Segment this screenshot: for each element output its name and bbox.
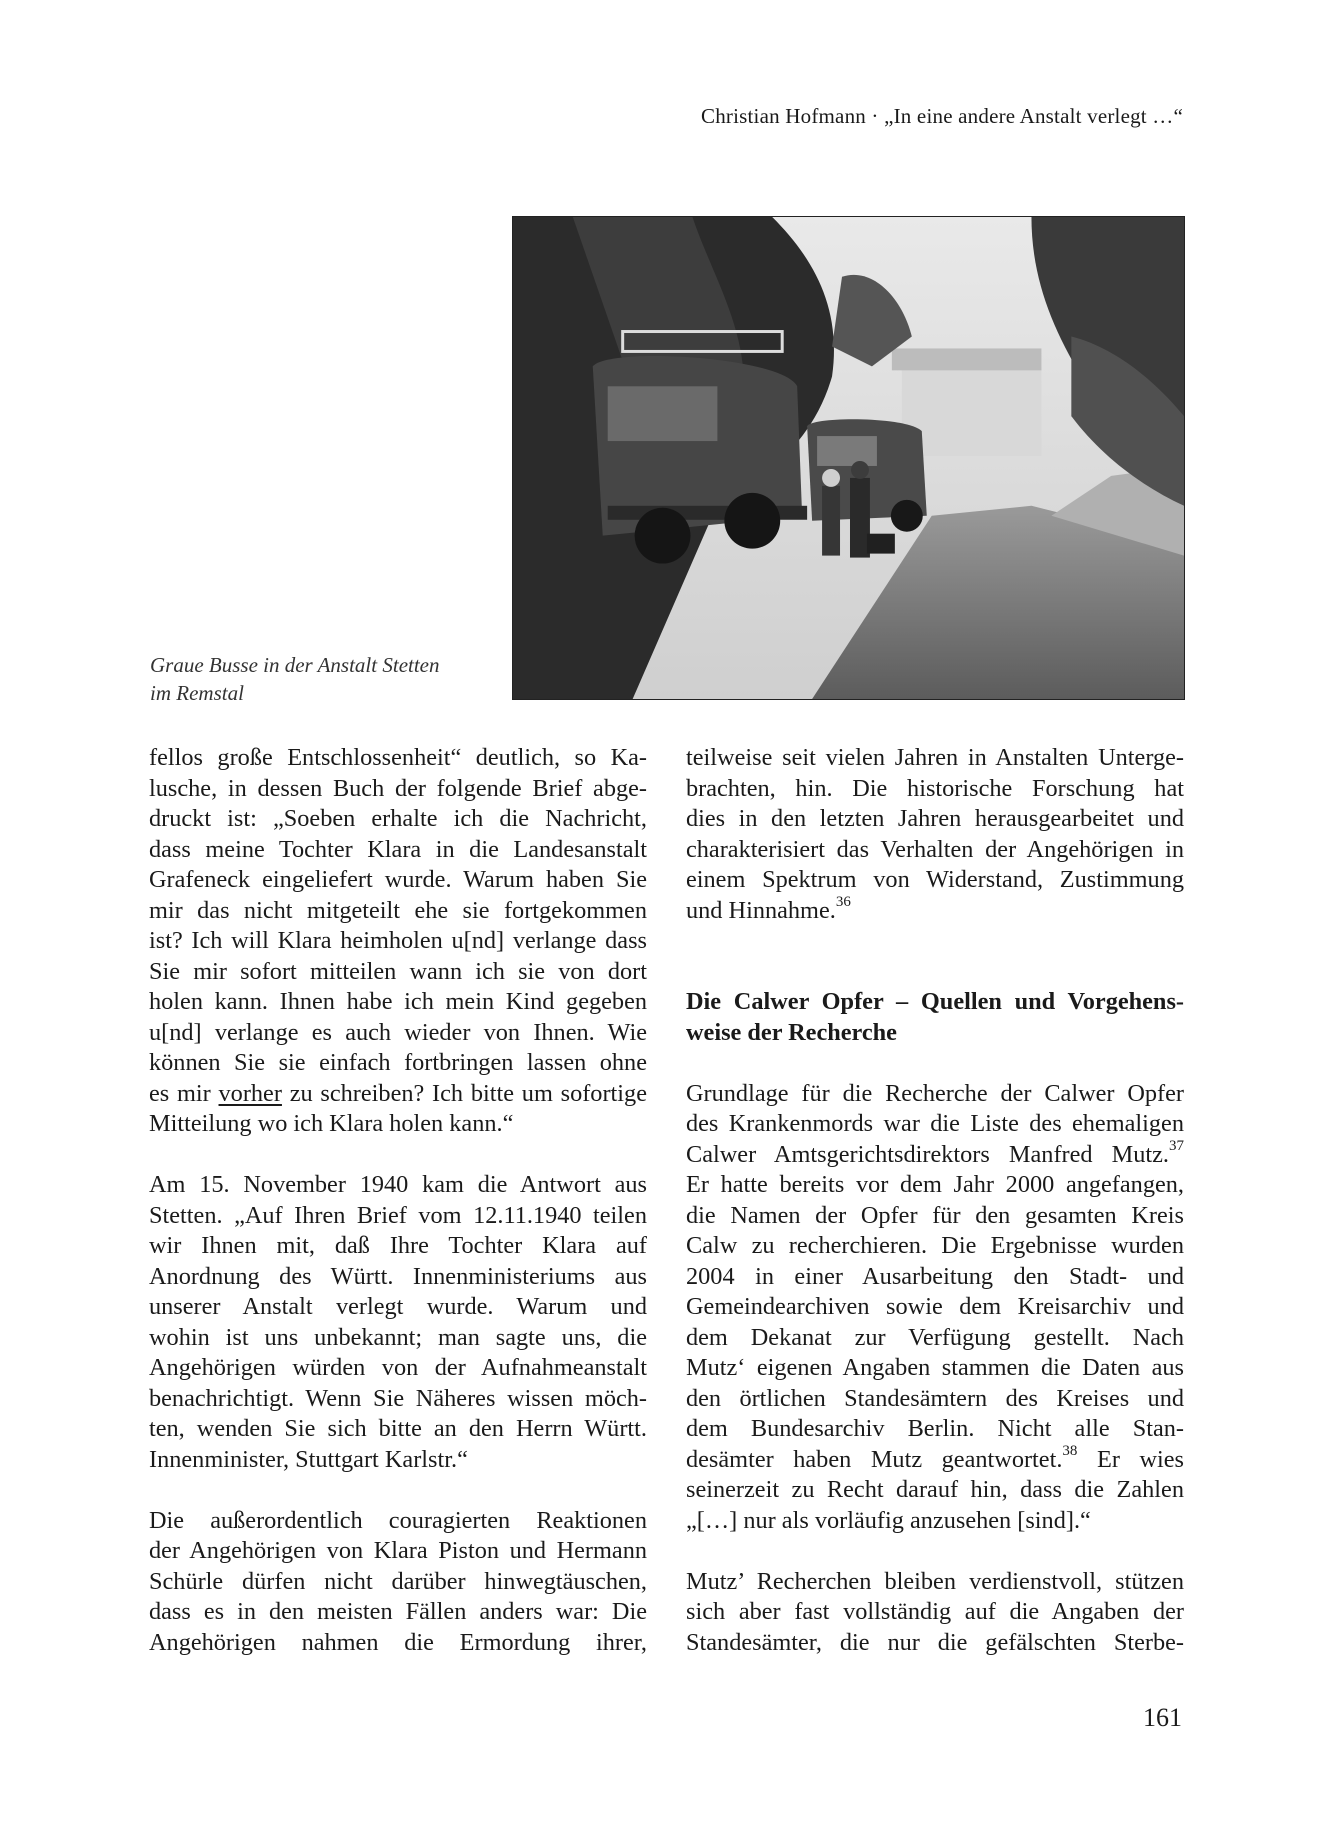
- text-line: Anordnung des Württ. Innenministeriums aus: [149, 1262, 647, 1290]
- text-segment: Er wies: [1077, 1445, 1184, 1473]
- paragraph: [149, 1506, 647, 1659]
- text-line: dass es in den meisten Fällen anders war: Die: [149, 1598, 647, 1625]
- text-line: des Krankenmords war die Liste des ehemaligen: [686, 1110, 1184, 1137]
- text-line: brachten, hin. Die historische Forschung hat: [686, 774, 1184, 802]
- text-line: die Namen der Opfer für den gesamten Kreis: [686, 1201, 1184, 1229]
- text-segment: und Hinnahme.: [686, 896, 836, 924]
- text-line: Er hatte bereits vor dem Jahr 2000 angefangen,: [686, 1171, 1184, 1198]
- text-line: fellos große Entschlossenheit“ deutlich, so Ka-: [149, 744, 647, 771]
- text-line: druckt ist: „Soeben erhalte ich die Nachricht,: [149, 805, 647, 832]
- text-line: können Sie sie einfach fortbringen lassen ohne: [149, 1049, 647, 1076]
- left-column: [149, 743, 647, 1658]
- text-line: teilweise seit vielen Jahren in Anstalten Unterge-: [686, 744, 1184, 771]
- text-line: Am 15. November 1940 kam die Antwort aus: [149, 1171, 647, 1198]
- text-line: [149, 1079, 647, 1110]
- running-head: Christian Hofmann · „In eine andere Anstalt verlegt …“: [701, 104, 1183, 128]
- footnote-ref: 36: [835, 894, 851, 911]
- text-line: Grafeneck eingeliefert wurde. Warum haben Sie: [149, 866, 647, 893]
- text-segment: desämter haben Mutz geantwortet.: [686, 1445, 1063, 1473]
- text-line: Schürle dürfen nicht darüber hinwegtäuschen,: [149, 1567, 647, 1595]
- text-line: u[nd] verlange es auch wieder von Ihnen. Wie: [149, 1018, 647, 1046]
- text-line: seinerzeit zu Recht darauf hin, dass die Zahlen: [686, 1476, 1184, 1503]
- text-line: Mutz‘ eigenen Angaben stammen die Daten aus: [686, 1354, 1184, 1381]
- photo-buses-icon: [513, 217, 1184, 699]
- page-number: 161: [1143, 1703, 1182, 1732]
- text-line: Standesämter, die nur die gefälschten Sterbe-: [686, 1628, 1184, 1656]
- text-line: wir Ihnen mit, daß Ihre Tochter Klara auf: [149, 1232, 647, 1259]
- caption-line: im Remstal: [150, 681, 244, 705]
- text-line: Innenminister, Stuttgart Karlstr.“: [149, 1445, 468, 1473]
- text-line: Calw zu recherchieren. Die Ergebnisse wurden: [686, 1232, 1184, 1259]
- text-line: charakterisiert das Verhalten der Angehörigen in: [686, 835, 1184, 863]
- paragraph: [149, 1170, 647, 1475]
- text-line: holen kann. Ihnen habe ich mein Kind gegeben: [149, 988, 647, 1015]
- underlined-word: vorher: [218, 1079, 282, 1107]
- text-line: benachrichtigt. Wenn Sie Näheres wissen möch-: [149, 1384, 647, 1412]
- right-column: [686, 743, 1184, 1658]
- text-line: einem Spektrum von Widerstand, Zustimmung: [686, 866, 1184, 893]
- text-line: Angehörigen nahmen die Ermordung ihrer,: [149, 1628, 647, 1656]
- footnote-ref: 38: [1062, 1443, 1078, 1460]
- text-line: ten, wenden Sie sich bitte an den Herrn Württ.: [149, 1415, 647, 1442]
- section-heading: [686, 987, 1184, 1048]
- heading-line: weise der Recherche: [686, 1018, 897, 1046]
- paragraph: [149, 743, 647, 1140]
- text-segment: es mir: [149, 1079, 219, 1107]
- text-line: „[…] nur als vorläufig anzusehen [sind].“: [686, 1506, 1091, 1534]
- text-line: Grundlage für die Recherche der Calwer Opfer: [686, 1079, 1184, 1107]
- text-line: Mitteilung wo ich Klara holen kann.“: [149, 1110, 514, 1137]
- caption-line: Graue Busse in der Anstalt Stetten: [150, 653, 440, 677]
- text-line: [686, 1140, 1184, 1171]
- photograph-grey-buses: [512, 216, 1185, 700]
- text-line: Gemeindearchiven sowie dem Kreisarchiv und: [686, 1293, 1184, 1320]
- heading-line: Die Calwer Opfer – Quellen und Vorgehens-: [686, 988, 1184, 1015]
- text-line: lusche, in dessen Buch der folgende Brief abge-: [149, 774, 647, 802]
- text-line: dem Bundesarchiv Berlin. Nicht alle Stan-: [686, 1415, 1184, 1442]
- text-line: dem Dekanat zur Verfügung gestellt. Nach: [686, 1323, 1184, 1351]
- paragraph: [686, 743, 1184, 926]
- paragraph: [686, 1567, 1184, 1659]
- text-line: dass meine Tochter Klara in die Landesanstalt: [149, 835, 647, 863]
- text-line: sich aber fast vollständig auf die Angaben der: [686, 1598, 1184, 1625]
- text-line: ist? Ich will Klara heimholen u[nd] verlange dass: [149, 927, 647, 954]
- text-line: Sie mir sofort mitteilen wann ich sie von dort: [149, 957, 647, 985]
- footnote-ref: 37: [1169, 1138, 1184, 1155]
- text-line: [686, 1445, 1184, 1476]
- text-line: wohin ist uns unbekannt; man sagte uns, die: [149, 1323, 647, 1351]
- text-line: Angehörigen würden von der Aufnahmeanstalt: [149, 1354, 647, 1381]
- text-line: Mutz’ Recherchen bleiben verdienstvoll, stützen: [686, 1567, 1184, 1595]
- text-line: unserer Anstalt verlegt wurde. Warum und: [149, 1293, 647, 1320]
- text-line: Die außerordentlich couragierten Reaktionen: [149, 1506, 647, 1534]
- text-line: 2004 in einer Ausarbeitung den Stadt- und: [686, 1262, 1184, 1290]
- text-line: den örtlichen Standesämtern des Kreises und: [686, 1384, 1184, 1412]
- text-segment: Calwer Amtsgerichtsdirektors Manfred Mutz.: [686, 1140, 1169, 1168]
- photo-caption: [150, 651, 490, 707]
- text-line: [686, 896, 1184, 927]
- text-line: dies in den letzten Jahren herausgearbeitet und: [686, 805, 1184, 832]
- text-segment: zu schreiben? Ich bitte um sofortige: [281, 1079, 647, 1107]
- text-line: der Angehörigen von Klara Piston und Hermann: [149, 1537, 647, 1564]
- text-line: mir das nicht mitgeteilt ehe sie fortgekommen: [149, 896, 647, 924]
- paragraph: [686, 1079, 1184, 1537]
- text-line: Stetten. „Auf Ihren Brief vom 12.11.1940 teilen: [149, 1201, 647, 1229]
